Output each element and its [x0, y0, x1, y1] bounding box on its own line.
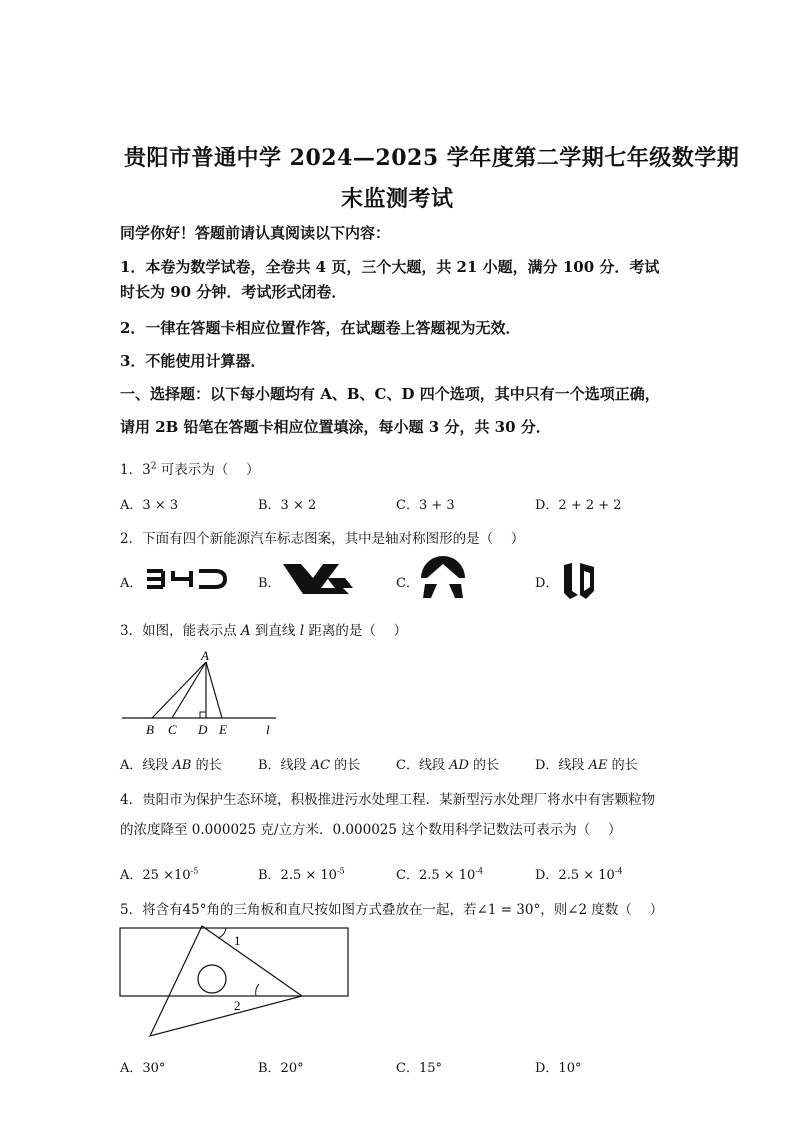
notice-item-3: 3．不能使用计算器． — [120, 352, 266, 370]
question-1-option-c: C．3 + 3 — [396, 498, 455, 513]
question-1-option-d: D．2 + 2 + 2 — [535, 498, 622, 513]
q4-option-a-base: A．25 ×10 — [120, 868, 191, 883]
q3-option-d-post: 的长 — [607, 758, 638, 773]
angle-1-arc — [218, 928, 226, 938]
right-angle-mark — [200, 712, 206, 718]
question-4-option-c — [396, 864, 483, 883]
q4-option-b-base: B．2.5 × 10 — [258, 868, 337, 883]
question-4-stem-line2: 的浓度降至 0.000025 克/立方米．0.000025 这个数用科学记数法可表示为（ ） — [120, 822, 622, 838]
q3-option-c-seg: AD — [449, 758, 469, 773]
question-1-stem — [120, 458, 260, 478]
question-3-line-l: l — [299, 623, 305, 639]
li-auto-logo-image — [283, 564, 355, 594]
question-3-stem-mid: 到直线 — [250, 623, 300, 639]
question-3-option-a — [120, 754, 222, 773]
angle-2-label: 2 — [234, 998, 241, 1013]
byd-logo-image — [145, 568, 227, 590]
q3-option-b-post: 的长 — [330, 758, 361, 773]
question-3-stem-pre: 3．如图，能表示点 — [120, 623, 241, 639]
label-a: A — [201, 648, 209, 663]
question-3-point-a: A — [240, 623, 251, 639]
question-1-option-b: B．3 × 2 — [258, 498, 317, 513]
q3-option-c-post: 的长 — [468, 758, 500, 773]
label-c: C — [168, 722, 177, 737]
q3-option-a-post: 的长 — [191, 758, 222, 773]
lynk-logo-image — [560, 561, 598, 601]
angle-1-label: 1 — [234, 933, 241, 948]
q4-option-d-base: D．2.5 × 10 — [535, 868, 615, 883]
question-5-stem: 5．将含有45°角的三角板和直尺按如图方式叠放在一起，若∠1 = 30°，则∠2 度数（ ） — [120, 902, 664, 918]
q3-option-b-pre: B．线段 — [258, 758, 311, 773]
question-2-stem: 2．下面有四个新能源汽车标志图案，其中是轴对称图形的是（ ） — [120, 531, 525, 547]
segment-ae — [206, 662, 222, 718]
question-3-stem — [120, 619, 407, 639]
question-4-option-d — [535, 864, 623, 883]
exam-title-line1: 贵阳市普通中学 2024—2025 学年度第二学期七年级数学期 — [124, 145, 740, 171]
q4-option-d-exp: -4 — [614, 866, 623, 876]
question-1-pre: 1．3 — [120, 462, 151, 478]
q3-option-d-seg: AE — [588, 758, 608, 773]
q3-option-b-seg: AC — [310, 758, 331, 773]
section-1-heading-line2: 请用 2B 铅笔在答题卡相应位置填涂，每小题 3 分，共 30 分． — [120, 418, 551, 436]
q3-option-a-pre: A．线段 — [120, 758, 173, 773]
question-3-option-b — [258, 754, 360, 773]
question-4-option-a — [120, 864, 198, 883]
question-3-option-d — [535, 754, 638, 773]
q4-option-c-exp: -4 — [475, 866, 484, 876]
question-3-figure — [120, 648, 290, 740]
question-2-option-d-label: D． — [535, 576, 559, 591]
question-1-option-a: A．3 × 3 — [120, 498, 179, 513]
question-4-stem-line1: 4．贵阳市为保护生态环境，积极推进污水处理工程．某新型污水处理厂将水中有害颗粒物 — [120, 792, 656, 808]
q3-option-a-seg: AB — [172, 758, 192, 773]
section-1-heading-line1: 一、选择题：以下每小题均有 A、B、C、D 四个选项，其中只有一个选项正确， — [120, 385, 660, 403]
question-5-option-b: B．20° — [258, 1061, 304, 1076]
notice-item-1-line1: 1．本卷为数学试卷，全卷共 4 页，三个大题，共 21 小题，满分 100 分．考试 — [120, 258, 660, 276]
q3-option-d-pre: D．线段 — [535, 758, 589, 773]
question-3-option-c — [396, 754, 499, 773]
notice-greeting: 同学你好！答题前请认真阅读以下内容： — [120, 224, 391, 242]
question-5-option-d: D．10° — [535, 1061, 582, 1076]
label-l: l — [266, 722, 270, 737]
label-e: E — [219, 722, 227, 737]
question-2-option-a-label: A． — [120, 576, 143, 591]
question-5-option-c: C．15° — [396, 1061, 442, 1076]
exam-title-line2: 末监测考试 — [341, 186, 454, 212]
question-2-option-b-label: B． — [258, 576, 281, 591]
segment-ac — [172, 662, 206, 718]
nio-logo-image — [419, 556, 467, 600]
question-2-option-c-label: C． — [396, 576, 419, 591]
question-5-figure — [118, 924, 352, 1042]
question-1-exponent: 2 — [150, 461, 157, 472]
segment-ab — [152, 662, 206, 718]
label-d: D — [198, 722, 208, 737]
question-3-stem-post: 距离的是（ ） — [304, 623, 408, 639]
label-b: B — [146, 722, 154, 737]
question-1-post: 可表示为（ ） — [156, 462, 260, 478]
question-5-option-a: A．30° — [120, 1061, 166, 1076]
q4-option-a-exp: -5 — [190, 866, 199, 876]
notice-item-2: 2．一律在答题卡相应位置作答，在试题卷上答题视为无效． — [120, 319, 521, 337]
q4-option-b-exp: -5 — [336, 866, 345, 876]
notice-item-1-line2: 时长为 90 分钟．考试形式闭卷． — [120, 283, 347, 301]
q4-option-c-base: C．2.5 × 10 — [396, 868, 476, 883]
question-4-option-b — [258, 864, 345, 883]
q3-option-c-pre: C．线段 — [396, 758, 450, 773]
